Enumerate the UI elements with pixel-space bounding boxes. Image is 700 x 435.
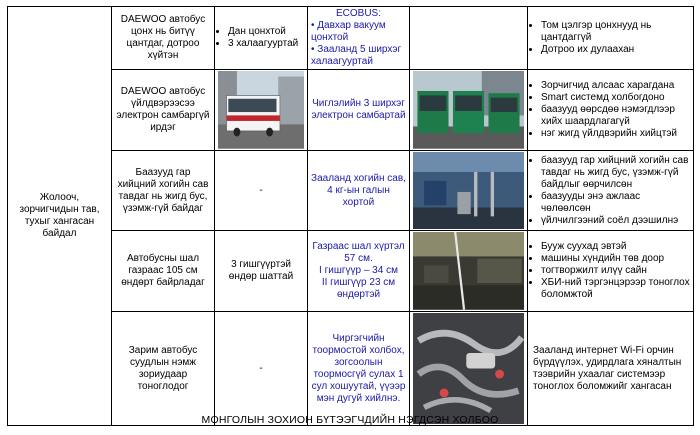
mn-bus-cell: - xyxy=(215,312,308,426)
list-item: • баазууды энэ ажлаас чөлөөлсөн xyxy=(541,191,690,215)
list-item: II гишгүүр 23 см өндөртэй xyxy=(321,277,396,301)
list-item: • Зорчигчид алсаас харагдана xyxy=(541,80,690,92)
problem-cell: Автобусны шал газраас 105 см өндөрт байрладаг xyxy=(112,231,215,312)
benefit-cell xyxy=(528,70,694,151)
mn-bus-cell xyxy=(215,7,308,70)
comparison-table xyxy=(7,6,694,426)
photo-cell-empty xyxy=(410,7,528,70)
list-item: • баазууд өөрсдөө нэмэгдлээр хийх шаардлагагүй xyxy=(541,104,690,128)
list-item: • Бууж суухад эвтэй xyxy=(541,241,690,253)
photo-cell xyxy=(410,231,528,312)
air-hose-photo xyxy=(413,313,524,424)
list-item: • Smart системд холбогдоно xyxy=(541,92,690,104)
bus-interior-photo xyxy=(413,152,524,230)
list-item: • нэг жигд үйлдвэрийн хийцтэй xyxy=(541,128,690,140)
list-item: • баазууд гар хийцний хогийн сав тавдаг нь жигд бус, үзэмж-гүй байдлыг өөрчилсөн xyxy=(541,155,690,191)
mn-bus-cell: - xyxy=(215,150,308,231)
table-row xyxy=(8,7,694,70)
list-item: • тогтворжилт илүү сайн xyxy=(541,265,690,277)
list-item: I гишгүүр – 34 см xyxy=(319,265,398,277)
benefit-cell xyxy=(528,231,694,312)
list-item: • Давхар вакуум цонхтой xyxy=(311,20,386,43)
ecobus-cell: Чиргэгчийн тоормостой холбох, зогсоолын тоормосгүй сулах 1 сул хошуутай, үүээр мэн дугуй хийлнэ. xyxy=(308,312,410,426)
footer-caption: МОНГОЛЫН ЗОХИОН БҮТЭЭГЧДИЙН НЭГДСЭН ХОЛБОО xyxy=(201,414,499,426)
daewoo-bus-photo xyxy=(218,71,304,149)
benefit-cell xyxy=(528,7,694,70)
list-item: • ХБИ-ний тэргэнцэрээр тоноглох боломжтой xyxy=(541,277,690,301)
list-item: • Дан цонхтой xyxy=(228,26,304,38)
list-item: • Зааланд 5 ширхэг халаагууртай xyxy=(311,44,402,67)
ecobus-cell: Зааланд хогийн сав, 4 кг-ын галын хортой xyxy=(308,150,410,231)
ecobus-cell: Чиглэлийн 3 ширхэг электрон самбартай xyxy=(308,70,410,151)
ecobus-title: ECOBUS: xyxy=(335,8,381,19)
list-item: • Том цэлгэр цонхнууд нь цантдаггүй xyxy=(541,20,690,44)
mn-bus-cell: 3 гишгүүртэй өндөр шаттай xyxy=(215,231,308,312)
list-item: • машины хүндийн төв доор xyxy=(541,253,690,265)
list-item: • Дотроо их дулаахан xyxy=(541,44,690,56)
photo-cell xyxy=(410,150,528,231)
photo-cell xyxy=(410,70,528,151)
problem-cell: DAEWOO автобус үйлдвэрээсээ электрон самбаргүй ирдэг xyxy=(112,70,215,151)
benefit-cell xyxy=(528,150,694,231)
list-item: • 3 халаагууртай xyxy=(228,38,304,50)
category-cell: Жолооч, зорчигчидын тав, тухыг хангасан байдал xyxy=(8,7,112,426)
list-item: Газраас шал хүртэл 57 см. xyxy=(312,241,405,265)
ecobus-photo xyxy=(413,71,524,149)
list-item: • үйлчилгээний соёл дээшилнэ xyxy=(541,215,690,227)
ecobus-cell xyxy=(308,231,410,312)
bus-floor-photo xyxy=(413,232,524,310)
problem-cell: Баазууд гар хийцний хогийн сав тавдаг нь жигд бус, үзэмж-гүй байдаг xyxy=(112,150,215,231)
benefit-cell: Зааланд интернет Wi-Fi орчин бүрдүүлэх, удирдлага хяналтын тээврийн ухаалаг системээр тоноглох боломжийг хангасан xyxy=(528,312,694,426)
photo-cell xyxy=(410,312,528,426)
problem-cell: Зарим автобус суудлын нэмж зориудаар тоноглодог xyxy=(112,312,215,426)
photo-cell xyxy=(215,70,308,151)
ecobus-cell xyxy=(308,7,410,70)
problem-cell: DAEWOO автобус цонх нь битүү цантдаг, дотроо хүйтэн xyxy=(112,7,215,70)
